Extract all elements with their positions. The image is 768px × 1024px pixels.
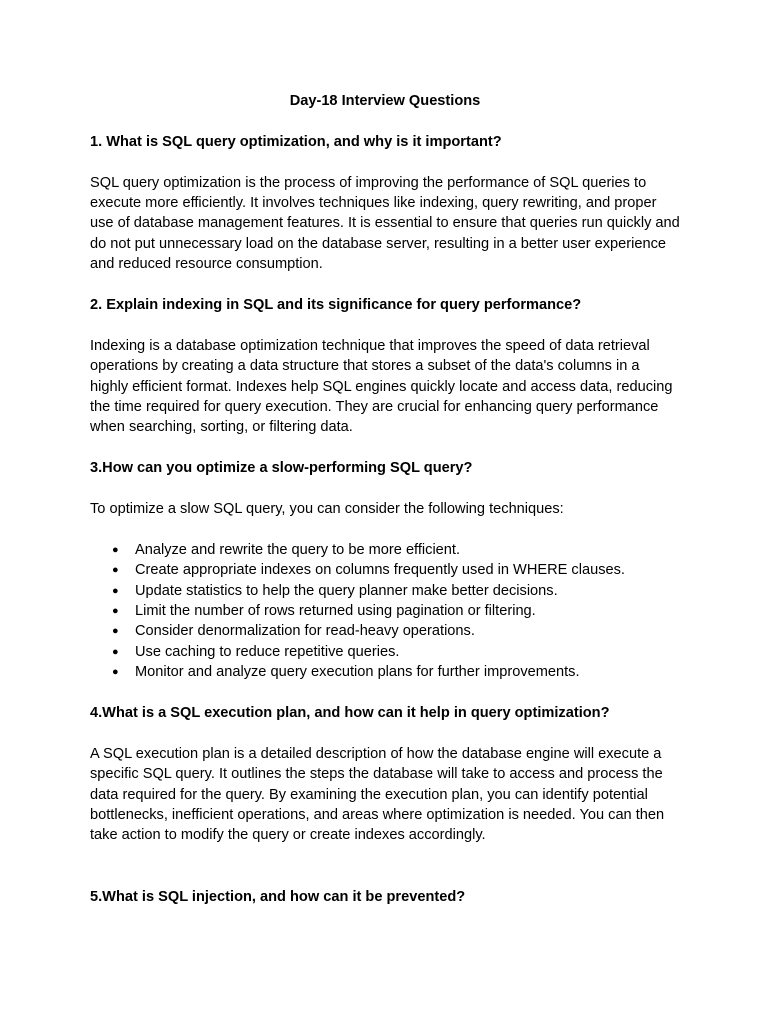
question-2-answer: Indexing is a database optimization technique that improves the speed of data retrieval operations by creating a data structure that stores a subset of the data's columns in a highly efficient format. Indexes help SQL engines quickly locate and access data, reducing the time required for query execution. They are crucial for enhancing query performance when searching, sorting, or filtering data. [90, 337, 673, 436]
bullet-icon: ● [112, 543, 119, 556]
list-item [90, 601, 680, 621]
question-5-heading: 5.What is SQL injection, and how can it be prevented? [90, 888, 466, 905]
document-title: Day-18 Interview Questions [289, 93, 481, 109]
bullet-icon: ● [112, 666, 119, 679]
question-2-heading: 2. Explain indexing in SQL and its significance for query performance? [90, 297, 582, 314]
list-item [90, 621, 680, 641]
bullet-icon: ● [112, 564, 119, 577]
bullet-icon: ● [112, 584, 119, 597]
list-item-text: Use caching to reduce repetitive queries. [135, 643, 400, 660]
bullet-icon: ● [112, 605, 119, 618]
techniques-list [90, 540, 680, 683]
list-item-text: Analyze and rewrite the query to be more efficient. [135, 541, 461, 558]
bullet-icon: ● [112, 625, 119, 638]
list-item [90, 560, 680, 580]
question-4-answer: A SQL execution plan is a detailed description of how the database engine will execute a specific SQL query. It outlines the steps the database will take to access and process the data required for the query. By examining the execution plan, you can identify potential bottlenecks, inefficient operations, and areas where optimization is needed. You can then take action to modify the query or create indexes accordingly. [90, 745, 665, 844]
list-item-text: Update statistics to help the query planner make better decisions. [135, 582, 558, 599]
question-3-heading: 3.How can you optimize a slow-performing SQL query? [90, 460, 473, 477]
list-item-text: Consider denormalization for read-heavy operations. [135, 623, 475, 640]
list-item-text: Monitor and analyze query execution plans for further improvements. [135, 664, 580, 681]
list-item [90, 642, 680, 662]
list-item [90, 581, 680, 601]
question-3-intro: To optimize a slow SQL query, you can consider the following techniques: [90, 501, 564, 518]
document-content [90, 91, 680, 927]
list-item [90, 540, 680, 560]
question-1-answer: SQL query optimization is the process of improving the performance of SQL queries to execute more efficiently. It involves techniques like indexing, query rewriting, and proper use of database management features. It is essential to ensure that queries run quickly and do not put unnecessary load on the database server, resulting in a better user experience and reduced resource consumption. [90, 174, 680, 273]
list-item-text: Limit the number of rows returned using pagination or filtering. [135, 603, 536, 620]
bullet-icon: ● [112, 645, 119, 658]
question-4-heading: 4.What is a SQL execution plan, and how can it help in query optimization? [90, 705, 610, 722]
blank-line [90, 866, 680, 886]
question-1-heading: 1. What is SQL query optimization, and why is it important? [90, 133, 502, 150]
list-item-text: Create appropriate indexes on columns frequently used in WHERE clauses. [135, 562, 625, 579]
list-item [90, 662, 680, 682]
